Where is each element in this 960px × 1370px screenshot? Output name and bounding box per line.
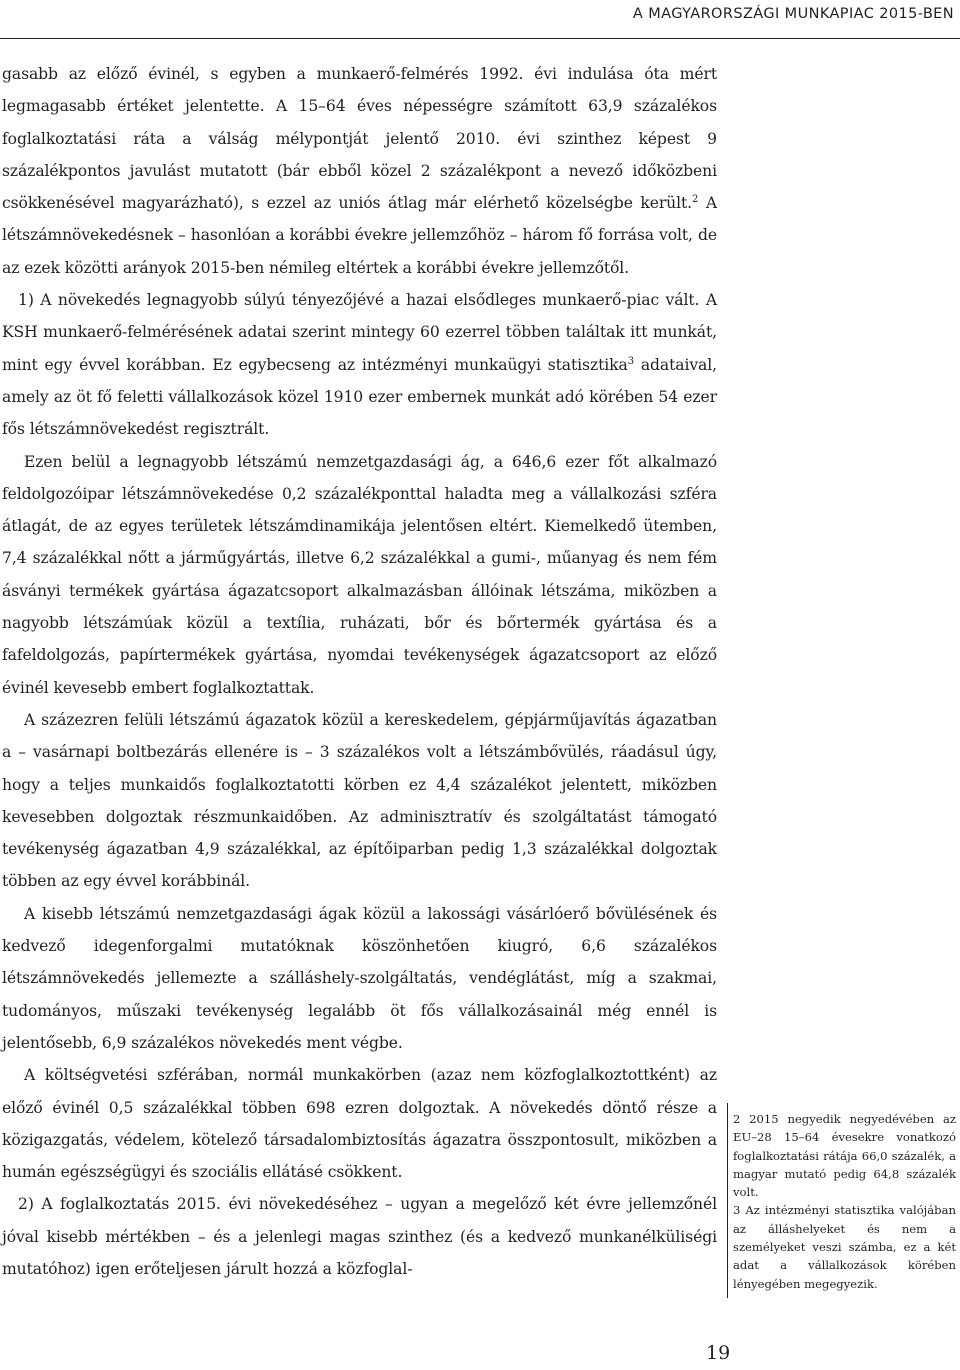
paragraph-4: A százezren felüli létszámú ágazatok közül a kereskedelem, gépjárműjavítás ágazatban a – vasárnapi boltbezárás ellenére is – 3 százalékos volt a létszámbővülés, ráadásul úgy, hogy a teljes munkaidős foglalkoztatotti körben ez 4,4 százalékot jelentett, miközben kevesebben dolgoztak részmunkaidőben. Az adminisztratív és szolgáltatást támogató tevékenység ágazatban 4,9 százalékkal, az építőiparban pedig 1,3 százalékkal dolgoztak többen az egy évvel korábbinál. [2,710,717,891]
paragraph-5: A kisebb létszámú nemzetgazdasági ágak közül a lakossági vásárlóerő bővülésének és kedvező idegenforgalmi mutatóknak köszönhetően kiugró, 6,6 százalékos létszámnövekedés jellemezte a szálláshely-szolgáltatás, vendéglátást, míg a szakmai, tudományos, műszaki tevékenység legalább öt fős vállalkozásainál még ennél is jelentősebb, 6,9 százalékos növekedés ment végbe. [2,904,717,1052]
footnotes [733,1110,956,1293]
footnote-ref-2[interactable]: 2 [692,194,699,205]
footnote-2: 2 2015 negyedik negyedévében az EU–28 15–64 évesekre vonatkozó foglalkoztatási rátája 66,0 százalék, a magyar mutató pedig 64,8 százalék volt. [733,1112,956,1200]
paragraph-2-text-a: 1) A növekedés legnagyobb súlyú tényezőjévé a hazai elsődleges munkaerő-piac vált. A KSH munkaerő-felmérésének adatai szerint mintegy 60 ezerrel többen találtak itt munkát, mint egy évvel korábban. Ez egybecseng az intézményi munkaügyi statisztika [2,291,717,374]
paragraph-1-text-a: gasabb az előző évinél, s egyben a munkaerő-felmérés 1992. évi indulása óta mért legmagasabb értéket jelentette. A 15–64 éves népességre számított 63,9 százalékos foglalkoztatási ráta a válság mélypontját jelentő 2010. évi szinthez képest 9 százalékpontos javulást mutatott (bár ebből közel 2 százalékpont a nevező időközbeni csökkenésével magyarázható), s ezzel az uniós átlag már elérhető közelségbe került. [2,65,717,213]
running-header: A MAGYARORSZÁGI MUNKAPIAC 2015-BEN [632,6,954,22]
paragraph-2 [2,284,717,445]
page-number: 19 [706,1342,731,1364]
paragraph-1-text-b: A létszámnövekedésnek – hasonlóan a korábbi évekre jellemzőhöz – három fő forrása volt, de az ezek közötti arányok 2015-ben némileg eltértek a korábbi évekre jellemzőtől. [2,194,717,277]
footnote-3: 3 Az intézményi statisztika valójában az álláshelyeket és nem a személyeket veszi számba, ez a két adat a vállalkozások körében lényegében megegyezik. [733,1203,956,1291]
paragraph-2-text-b: adataival, amely az öt fő feletti vállalkozások közel 1910 ezer embernek munkát adó körében 54 ezer fős létszámnövekedést regisztrált. [2,355,717,439]
paragraph-6: A költségvetési szférában, normál munkakörben (azaz nem közfoglalkoztottként) az előző évinél 0,5 százalékkal többen 698 ezren dolgoztak. A növekedés döntő része a közigazgatás, védelem, kötelező társadalombiztosítás ágazatra összpontosult, miközben a humán egészségügyi és szociális ellátásé csökkent. [2,1066,717,1182]
paragraph-3: Ezen belül a legnagyobb létszámú nemzetgazdasági ág, a 646,6 ezer főt alkalmazó feldolgozóipar létszámnövekedése 0,2 százalékponttal haladta meg a vállalkozási szféra átlagát, de az egyes területek létszámdinamikája jelentősen eltért. Kiemelkedő ütemben, 7,4 százalékkal nőtt a járműgyártás, illetve 6,2 százalékkal a gumi-, műanyag és nem fém ásványi termékek gyártása ágazatcsoport alkalmazásban állóinak létszáma, miközben a nagyobb létszámúak közül a textília, ruházati, bőr és bőrtermék gyártása és a fafeldolgozás, papírtermékek gyártása, nyomdai tevékenységek ágazatcsoport az előző évinél kevesebb embert foglalkoztattak. [2,452,717,697]
paragraph-7: 2) A foglalkoztatás 2015. évi növekedéséhez – ugyan a megelőző két évre jellemzőnél jóval kisebb mértékben – és a jelenlegi magas szinthez (és a kedvező munkanélküliségi mutatóhoz) igen erőteljesen járult hozzá a közfoglal- [2,1195,717,1278]
paragraph-1 [2,58,717,284]
header-rule [0,38,960,39]
footnote-rule [727,1103,728,1298]
main-text [2,58,717,1285]
footnote-ref-3[interactable]: 3 [627,355,634,367]
